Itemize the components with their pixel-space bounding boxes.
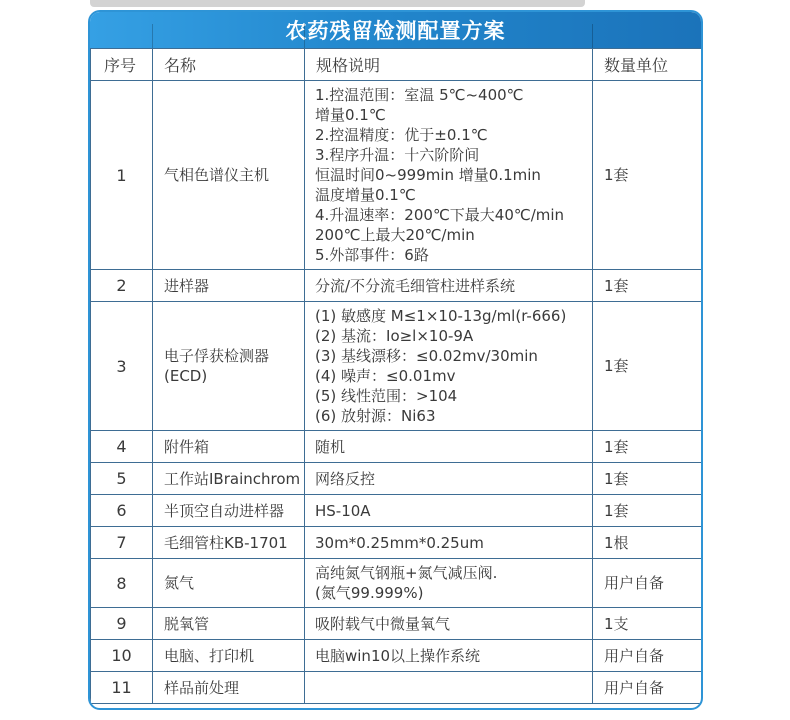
spec-line: (5) 线性范围：>104: [315, 387, 458, 405]
cell-specification: [305, 431, 593, 463]
spec-line: 200℃上最大20℃/min: [315, 226, 475, 244]
cell-specification: [305, 559, 593, 608]
cell-quantity-unit: 用户自备: [593, 640, 702, 672]
table-row: [91, 608, 702, 640]
cell-quantity-unit: 1根: [593, 527, 702, 559]
cell-item-name: 进样器: [153, 270, 305, 302]
spec-line: 恒温时间0~999min 增量0.1min: [315, 166, 541, 184]
spec-line: HS-10A: [315, 501, 371, 520]
cell-item-name: 气相色谱仪主机: [153, 81, 305, 270]
cell-item-name: 毛细管柱KB-1701: [153, 527, 305, 559]
cell-item-name: 样品前处理: [153, 672, 305, 704]
header-cell-spec: 规格说明: [305, 49, 593, 81]
cell-item-name: 附件箱: [153, 431, 305, 463]
cell-serial-number: 1: [91, 81, 153, 270]
cell-serial-number: 8: [91, 559, 153, 608]
spec-line: 分流/不分流毛细管柱进样系统: [315, 276, 516, 295]
title-column-divider: [152, 24, 153, 48]
cell-serial-number: 6: [91, 495, 153, 527]
spec-line: 随机: [315, 437, 346, 456]
cell-specification: [305, 270, 593, 302]
cell-quantity-unit: 1套: [593, 81, 702, 270]
spec-line: (4) 噪声：≤0.01mv: [315, 367, 456, 385]
spec-line: 增量0.1℃: [315, 106, 386, 124]
header-cell-no: 序号: [91, 49, 153, 81]
cell-specification: [305, 672, 593, 704]
cell-serial-number: 7: [91, 527, 153, 559]
cell-serial-number: 3: [91, 302, 153, 431]
previous-section-edge: [90, 0, 585, 7]
cell-quantity-unit: 1套: [593, 270, 702, 302]
table-row: [91, 527, 702, 559]
config-plan-card: [88, 10, 703, 710]
spec-line: (3) 基线漂移：≤0.02mv/30min: [315, 347, 538, 365]
cell-quantity-unit: 用户自备: [593, 672, 702, 704]
table-row: [91, 302, 702, 431]
cell-item-name: 半顶空自动进样器: [153, 495, 305, 527]
table-row: [91, 270, 702, 302]
cell-serial-number: 9: [91, 608, 153, 640]
page-title: 农药残留检测配置方案: [285, 19, 506, 43]
spec-line: 30m*0.25mm*0.25um: [315, 533, 484, 552]
table-row: [91, 463, 702, 495]
cell-item-name: 脱氧管: [153, 608, 305, 640]
header-cell-qty: 数量单位: [593, 49, 702, 81]
spec-line: 5.外部事件：6路: [315, 246, 429, 264]
title-bar: [90, 12, 701, 48]
table-row: [91, 672, 702, 704]
config-table: [90, 48, 702, 704]
cell-specification: [305, 495, 593, 527]
cell-item-name: 电子俘获检测器(ECD): [153, 302, 305, 431]
spec-line: 网络反控: [315, 469, 376, 488]
cell-quantity-unit: 1套: [593, 463, 702, 495]
cell-specification: [305, 640, 593, 672]
cell-item-name: 电脑、打印机: [153, 640, 305, 672]
spec-line: (2) 基流：Io≥l×10-9A: [315, 327, 474, 345]
spec-line: 3.程序升温：十六阶阶间: [315, 146, 480, 164]
spec-line: (氮气99.999%): [315, 584, 424, 602]
cell-quantity-unit: 1套: [593, 431, 702, 463]
spec-line: 高纯氮气钢瓶+氮气减压阀.: [315, 564, 498, 582]
spec-line: 4.升温速率：200℃下最大40℃/min: [315, 206, 565, 224]
cell-specification: [305, 302, 593, 431]
table-row: [91, 81, 702, 270]
spec-line: 温度增量0.1℃: [315, 186, 416, 204]
cell-specification: [305, 81, 593, 270]
cell-quantity-unit: 1支: [593, 608, 702, 640]
cell-quantity-unit: 1套: [593, 302, 702, 431]
table-header-row: [91, 49, 702, 81]
cell-serial-number: 4: [91, 431, 153, 463]
cell-specification: [305, 527, 593, 559]
cell-serial-number: 2: [91, 270, 153, 302]
spec-line: 电脑win10以上操作系统: [315, 646, 481, 665]
table-row: [91, 431, 702, 463]
table-row: [91, 495, 702, 527]
title-column-divider: [592, 24, 593, 48]
header-cell-name: 名称: [153, 49, 305, 81]
cell-quantity-unit: 用户自备: [593, 559, 702, 608]
cell-item-name: 工作站IBrainchrom: [153, 463, 305, 495]
spec-line: 2.控温精度：优于±0.1℃: [315, 126, 488, 144]
title-column-divider: [304, 24, 305, 48]
table-body: [91, 81, 702, 704]
spec-line: 吸附载气中微量氧气: [315, 614, 451, 633]
cell-specification: [305, 608, 593, 640]
cell-serial-number: 11: [91, 672, 153, 704]
spec-line: (1) 敏感度 M≤1×10-13g/ml(r-666): [315, 307, 567, 325]
spec-line: (6) 放射源：Ni63: [315, 407, 436, 425]
table-row: [91, 559, 702, 608]
cell-serial-number: 10: [91, 640, 153, 672]
cell-item-name: 氮气: [153, 559, 305, 608]
spec-line: 1.控温范围：室温 5℃~400℃: [315, 86, 524, 104]
table-row: [91, 640, 702, 672]
cell-specification: [305, 463, 593, 495]
cell-quantity-unit: 1套: [593, 495, 702, 527]
cell-serial-number: 5: [91, 463, 153, 495]
